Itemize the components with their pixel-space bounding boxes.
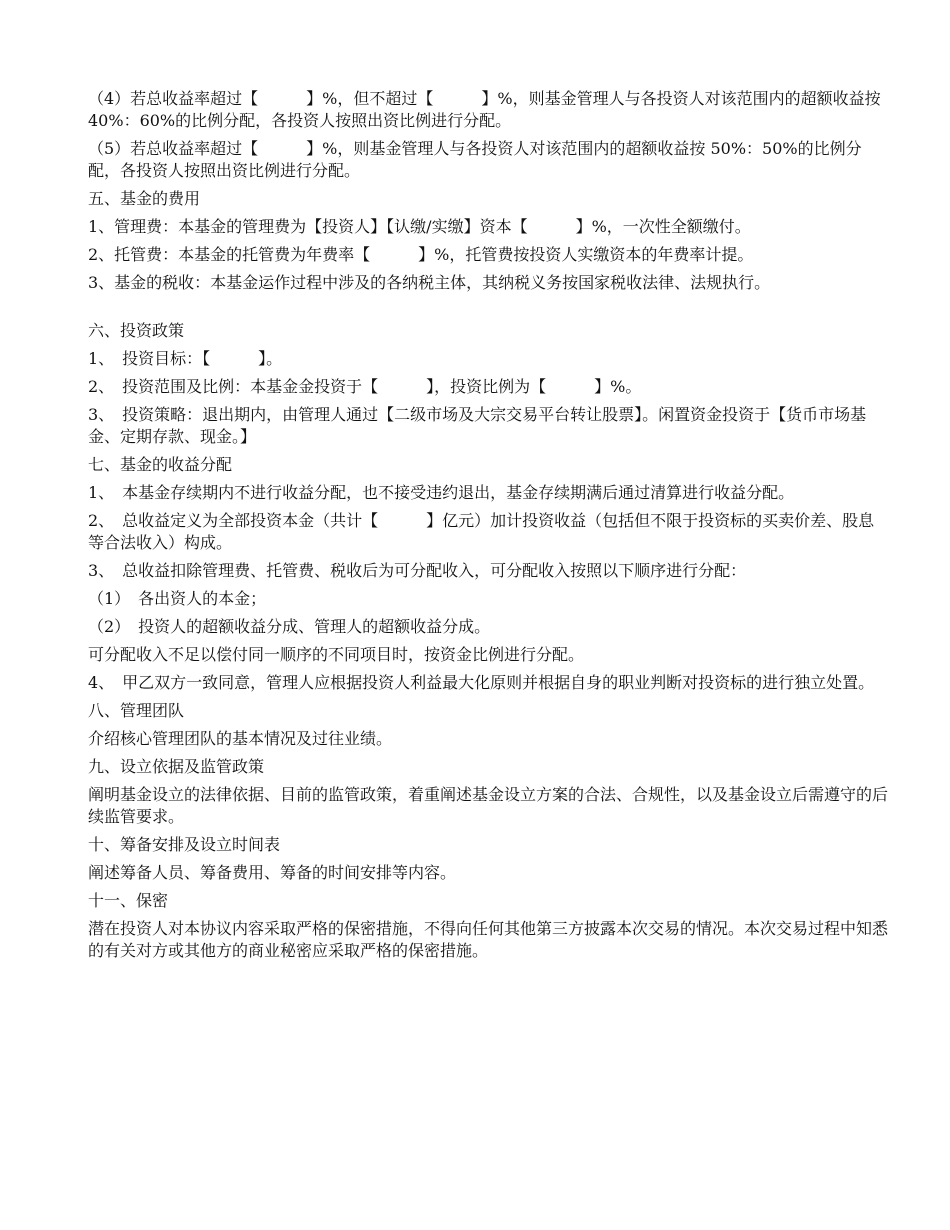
section-heading: 八、管理团队 [88,701,185,720]
section-heading: 十一、保密 [88,891,169,910]
paragraph: 3、基金的税收：本基金运作过程中涉及的各纳税主体，其纳税义务按国家税收法律、法规执行。 [88,273,771,292]
paragraph: （5）若总收益率超过【 】%，则基金管理人与各投资人对该范围内的超额收益按 50%：50%的比例分配，各投资人按照出资比例进行分配。 [88,139,862,180]
section-spacer [88,300,888,320]
paragraph: 潜在投资人对本协议内容采取严格的保密措施，不得向任何其他第三方披露本次交易的情况。本次交易过程中知悉的有关对方或其他方的商业秘密应采取严格的保密措施。 [88,919,889,960]
paragraph: 3、 投资策略：退出期内，由管理人通过【二级市场及大宗交易平台转让股票】。闲置资金投资于【货币市场基金、定期存款、现金。】 [88,405,867,446]
section-heading: 七、基金的收益分配 [88,455,233,474]
paragraph: 可分配收入不足以偿付同一顺序的不同项目时，按资金比例进行分配。 [88,645,585,664]
paragraph: （4）若总收益率超过【 】%，但不超过【 】%，则基金管理人与各投资人对该范围内的超额收益按 40%：60%的比例分配，各投资人按照出资比例进行分配。 [88,89,886,130]
paragraph: 3、 总收益扣除管理费、托管费、税收后为可分配收入，可分配收入按照以下顺序进行分配： [88,561,747,580]
section-heading: 六、投资政策 [88,321,185,340]
paragraph: 阐述筹备人员、筹备费用、筹备的时间安排等内容。 [88,863,457,882]
paragraph: 4、 甲乙双方一致同意，管理人应根据投资人利益最大化原则并根据自身的职业判断对投资标的进行独立处置。 [88,673,875,692]
paragraph: 2、 投资范围及比例：本基金金投资于【 】，投资比例为【 】%。 [88,377,642,396]
document-page [88,88,888,968]
paragraph: 阐明基金设立的法律依据、目前的监管政策，着重阐述基金设立方案的合法、合规性，以及基金设立后需遵守的后续监管要求。 [88,785,889,826]
section-heading: 五、基金的费用 [88,189,201,208]
paragraph: 1、管理费：本基金的管理费为【投资人】【认缴/实缴】资本【 】%，一次性全额缴付。 [88,217,751,236]
paragraph: 1、 本基金存续期内不进行收益分配，也不接受违约退出，基金存续期满后通过清算进行收益分配。 [88,483,795,502]
paragraph: 介绍核心管理团队的基本情况及过往业绩。 [88,729,393,748]
paragraph: 1、 投资目标：【 】。 [88,349,283,368]
section-heading: 九、设立依据及监管政策 [88,757,265,776]
paragraph: （2） 投资人的超额收益分成、管理人的超额收益分成。 [88,617,491,636]
paragraph: 2、托管费：本基金的托管费为年费率【 】%，托管费按投资人实缴资本的年费率计提。 [88,245,754,264]
paragraph: （1） 各出资人的本金； [88,589,267,608]
paragraph: 2、 总收益定义为全部投资本金（共计【 】亿元）加计投资收益（包括但不限于投资标的买卖价差、股息等合法收入）构成。 [88,511,875,552]
section-heading: 十、筹备安排及设立时间表 [88,835,281,854]
